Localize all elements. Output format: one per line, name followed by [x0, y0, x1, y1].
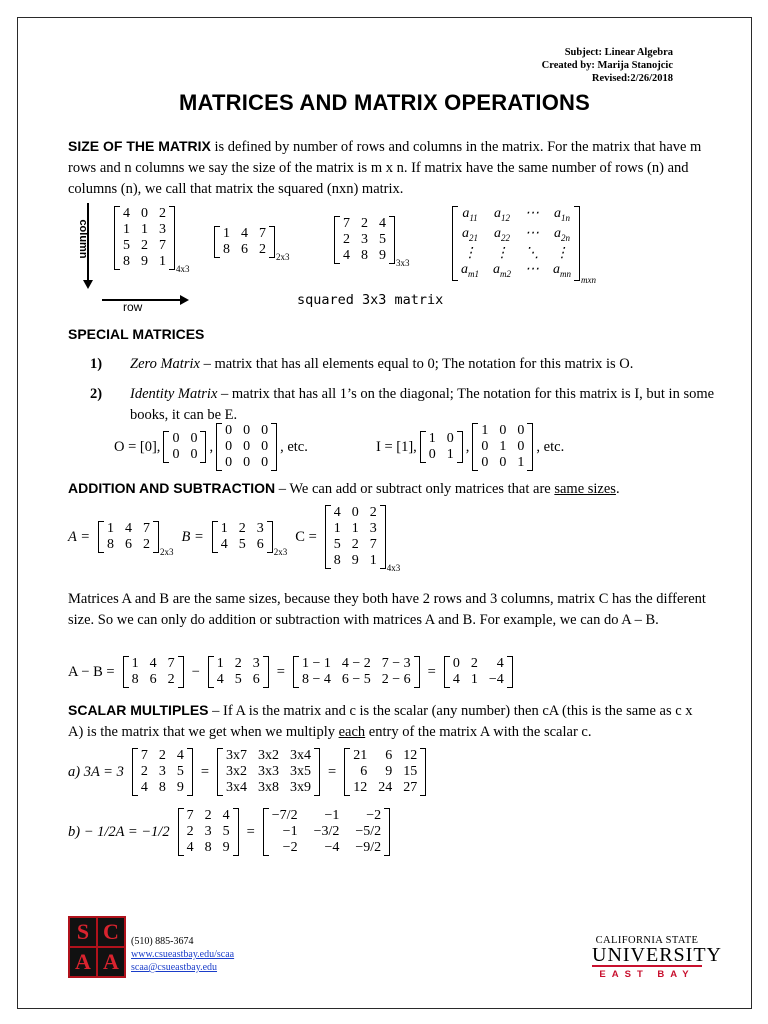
matrix-cell: 6 [256, 537, 264, 552]
matrix-cell: 0 [172, 447, 180, 462]
matrix-cell: 4 [333, 505, 341, 520]
matrix-cell: 1 [220, 521, 228, 536]
matrix-cell: 3 [204, 824, 212, 839]
matrix-cell: 3x3 [258, 764, 280, 779]
contact-info [131, 935, 234, 974]
matrix-cell: 3 [369, 521, 377, 536]
matrix-cell: 0 [225, 455, 233, 470]
matrix-cell: 2 [369, 505, 377, 520]
matrix-cell: 0 [481, 439, 489, 454]
matrix-cell: 8 [361, 248, 368, 263]
matrix-cell: 5 [234, 672, 242, 687]
matrix-cell: 6 [360, 764, 368, 779]
matrix-cell: 0 [261, 423, 269, 438]
squared-caption: squared 3x3 matrix [297, 292, 444, 308]
abc-definitions: A = 1 4 7 8 6 2 2x3 B = 1 2 3 4 5 6 2x3 C = 4 0 2 1 1 3 5 2 7 8 9 1 4x3 [68, 505, 401, 573]
scaa-logo: S C A A [68, 916, 126, 978]
matrix-cell: 4 [241, 226, 248, 241]
matrix-cell: 4 [123, 206, 130, 221]
matrix-cell: −2 [366, 808, 382, 823]
matrix-cell: 3x2 [226, 764, 248, 779]
matrix-cell: 0 [190, 431, 198, 446]
matrix-cell: 1 [351, 521, 359, 536]
matrix-cell: 6 [125, 537, 133, 552]
matrix-cell: 7 [259, 226, 266, 241]
matrix-cell: −1 [324, 808, 340, 823]
matrix-cell: 8 [107, 537, 115, 552]
matrix-cell: 1 − 1 [301, 656, 331, 671]
matrix-cell: 2 [259, 242, 266, 257]
matrix-cell: 0 [261, 439, 269, 454]
matrix-cell: −1 [282, 824, 298, 839]
matrix-cell: 2 [158, 748, 166, 763]
matrix-cell: 0 [499, 455, 507, 470]
matrix-cell: 5 [238, 537, 246, 552]
matrix-cell: 0 [225, 423, 233, 438]
matrix-cell: 4 [220, 537, 228, 552]
matrix-cell: 5 [333, 537, 341, 552]
matrix-cell: 7 [186, 808, 194, 823]
matrix-cell: 4 [496, 656, 504, 671]
matrix-cell: 1 [499, 439, 507, 454]
matrix-cell: 4 [186, 840, 194, 855]
matrix-cell: 12 [353, 780, 368, 795]
matrix-cell: ⋯ [525, 225, 539, 241]
contact-website-link[interactable]: www.csueastbay.edu/scaa [131, 949, 235, 960]
matrix-cell: −9/2 [355, 840, 382, 855]
matrix-cell: $a_{1n}$ [554, 206, 570, 223]
matrix-cell: 5 [123, 238, 130, 253]
csu-east-bay-logo: CALIFORNIA STATE UNIVERSITY EAST BAY [592, 935, 722, 980]
matrix-cell: $a_{22}$ [494, 225, 510, 243]
matrix-cell: 4 [222, 808, 230, 823]
matrix-cell: 1 [481, 423, 489, 438]
matrix-cell: 7 [343, 216, 350, 231]
matrix-cell: 7 [143, 521, 151, 536]
matrix-cell: 0 [225, 439, 233, 454]
matrix-cell: 0 [351, 505, 359, 520]
matrix-cell: 0 [452, 656, 460, 671]
matrix-cell: 4 − 2 [341, 656, 371, 671]
matrix-cell: 9 [351, 553, 359, 568]
meta-created: Created by: Marija Stanojcic [541, 60, 673, 71]
matrix-cell: 21 [353, 748, 368, 763]
matrix-cell: 0 [172, 431, 180, 446]
matrix-cell: 1 [470, 672, 478, 687]
matrix-cell: 2 [186, 824, 194, 839]
matrix-cell: 4 [125, 521, 133, 536]
matrix-cell: ⋮ [495, 245, 509, 261]
matrix-cell: ⋮ [555, 245, 569, 261]
matrix-cell: 6 − 5 [341, 672, 371, 687]
matrix-4x3: 4 0 2 1 1 3 5 2 7 8 9 1 4x3 [114, 206, 190, 270]
matrix-cell: 2 [351, 537, 359, 552]
size-paragraph [68, 136, 708, 200]
matrix-cell: 2 [204, 808, 212, 823]
matrix-cell: 2 [234, 656, 242, 671]
matrix-cell: 0 [517, 423, 525, 438]
zero-matrix-name: Zero Matrix [130, 356, 200, 372]
matrix-cell: −3/2 [313, 824, 340, 839]
matrix-cell: 4 [149, 656, 157, 671]
matrix-cell: 9 [141, 254, 148, 269]
matrix-cell: $a_{21}$ [462, 225, 478, 243]
matrix-cell: 0 [243, 455, 251, 470]
column-label: column [77, 219, 89, 259]
matrix-cell: $a_{m1}$ [461, 261, 479, 279]
matrix-cell: ⋯ [525, 261, 539, 277]
matrix-cell: −2 [282, 840, 298, 855]
matrix-cell: 4 [343, 248, 350, 263]
matrix-cell: 0 [428, 447, 436, 462]
matrix-b: 1 2 3 4 5 6 2x3 [212, 521, 288, 553]
column-indicator [75, 203, 105, 293]
scalar-example-b: b) − 1/2A = −1/2 7 2 4 2 3 5 4 8 9 = −7/2 −1 −2 −1 −3/2 −5/2 −2 −4 −9/2 [68, 808, 390, 856]
matrix-cell: 8 [223, 242, 230, 257]
matrix-cell: 3 [361, 232, 368, 247]
matrix-cell: 1 [517, 455, 525, 470]
matrix-cell: 24 [378, 780, 393, 795]
special-item-1: 1) Zero Matrix – matrix that has all elements equal to 0; The notation for this matrix is O. [90, 356, 634, 372]
matrix-cell: 0 [517, 439, 525, 454]
matrix-cell: 7 [369, 537, 377, 552]
row-label: row [123, 300, 143, 314]
matrix-3x3: 7 2 4 2 3 5 4 8 9 3x3 [334, 216, 410, 264]
matrix-cell: 1 [159, 254, 166, 269]
scalar-heading: SCALAR MULTIPLES [68, 702, 209, 718]
matrix-cell: 6 [241, 242, 248, 257]
identity-matrix-examples: I = [1], 1 0 0 1 , 1 0 0 0 1 0 0 0 1 , etc. [376, 423, 565, 470]
matrix-cell: 4 [452, 672, 460, 687]
matrix-cell: 0 [446, 431, 454, 446]
matrix-cell: 3x5 [290, 764, 312, 779]
matrix-cell: 27 [403, 780, 418, 795]
matrix-cell: 2 [238, 521, 246, 536]
matrix-cell: 3 [159, 222, 166, 237]
meta-subject: Subject: Linear Algebra [564, 47, 673, 58]
matrix-4x3-grid [120, 206, 169, 270]
matrix-cell: 0 [481, 455, 489, 470]
matrix-cell: 3 [158, 764, 166, 779]
matrix-cell: $a_{11}$ [462, 206, 478, 223]
matrix-cell: $a_{mn}$ [553, 261, 571, 279]
matrix-cell: 7 [140, 748, 148, 763]
matrix-cell: 1 [123, 222, 130, 237]
contact-phone: (510) 885-3674 [131, 936, 194, 947]
matrix-c: 4 0 2 1 1 3 5 2 7 8 9 1 4x3 [325, 505, 401, 569]
matrix-cell: 0 [243, 423, 251, 438]
matrix-cell: 3 [252, 656, 260, 671]
matrix-cell: 7 − 3 [381, 656, 411, 671]
matrix-cell: 1 [223, 226, 230, 241]
matrix-cell: 4 [140, 780, 148, 795]
matrix-cell: 9 [222, 840, 230, 855]
matrix-cell: 6 [149, 672, 157, 687]
addition-paragraph: ADDITION AND SUBTRACTION – We can add or subtract only matrices that are same sizes. [68, 480, 620, 497]
subtraction-example: A − B = 1 4 7 8 6 2 − 1 2 3 4 5 6 = 1 − 1 4 − 2 7 − 3 8 − 4 6 − 5 2 − 6 = 0 2 4 4 1 −4 [68, 656, 513, 688]
matrix-cell: 6 [385, 748, 393, 763]
matrix-cell: 9 [379, 248, 386, 263]
matrix-cell: 1 [428, 431, 436, 446]
contact-email-link[interactable]: scaa@csueastbay.edu [131, 962, 218, 973]
matrix-cell: 1 [131, 656, 139, 671]
matrix-cell: 0 [261, 455, 269, 470]
matrix-cell: 9 [176, 780, 184, 795]
row-indicator [102, 295, 192, 305]
document-meta [542, 46, 673, 85]
matrix-cell: 0 [243, 439, 251, 454]
matrix-cell: 1 [141, 222, 148, 237]
matrix-cell: 2 − 6 [381, 672, 411, 687]
matrix-cell: 0 [499, 423, 507, 438]
matrix-cell: 1 [216, 656, 224, 671]
matrix-cell: 3 [256, 521, 264, 536]
matrix-cell: 4 [176, 748, 184, 763]
matrix-cell: 3x2 [258, 748, 280, 763]
size-heading: SIZE OF THE MATRIX [68, 138, 211, 154]
page-title: MATRICES AND MATRIX OPERATIONS [179, 90, 590, 115]
special-heading: SPECIAL MATRICES [68, 326, 205, 342]
matrix-cell: 5 [379, 232, 386, 247]
matrix-cell: 2 [343, 232, 350, 247]
scalar-paragraph: SCALAR MULTIPLES – If A is the matrix and c is the scalar (any number) then cA (this is the same as c x A) is the matrix that we get when we multiply each entry of the matrix A with the scalar c. [68, 702, 693, 740]
matrix-cell: −4 [324, 840, 340, 855]
matrix-cell: 6 [252, 672, 260, 687]
matrix-cell: 8 [131, 672, 139, 687]
matrix-cell: −7/2 [271, 808, 298, 823]
matrix-cell: −4 [488, 672, 504, 687]
matrix-cell: 2 [167, 672, 175, 687]
matrix-cell: 1 [369, 553, 377, 568]
same-size-paragraph: Matrices A and B are the same sizes, because they both have 2 rows and 3 columns, matrix C has the different size. So we can only do addition or subtraction with matrices A and B. For example, we can do A – B. [68, 591, 706, 628]
matrix-cell: 4 [379, 216, 386, 231]
matrix-cell: 5 [176, 764, 184, 779]
matrix-cell: 8 [158, 780, 166, 795]
matrix-cell: 1 [107, 521, 115, 536]
matrix-cell: 8 [123, 254, 130, 269]
matrix-cell: 1 [446, 447, 454, 462]
column-arrow-head-icon [83, 280, 93, 289]
matrix-cell: 3x9 [290, 780, 312, 795]
matrix-cell: 2 [159, 206, 166, 221]
matrix-cell: 15 [403, 764, 418, 779]
matrix-cell: ⋯ [525, 206, 539, 221]
matrix-cell: $a_{2n}$ [554, 225, 570, 243]
matrix-cell: ⋱ [525, 245, 539, 261]
matrix-cell: 2 [141, 238, 148, 253]
matrix-2x3: 1 4 7 8 6 2 2x3 [214, 226, 290, 258]
matrix-a: 1 4 7 8 6 2 2x3 [98, 521, 174, 553]
matrix-cell: 3x7 [226, 748, 248, 763]
size-text: is defined by number of rows and columns in the matrix. For the matrix that have m rows and n columns we say the size of the matrix is m x n. If matrix have the same number of rows (n) and columns (n), we call that matrix the squared (nxn) matrix. [68, 139, 702, 197]
matrix-cell: 8 [333, 553, 341, 568]
matrix-cell: 4 [216, 672, 224, 687]
matrix-cell: 12 [403, 748, 418, 763]
matrix-cell: ⋮ [463, 245, 477, 261]
identity-matrix-name: Identity Matrix [130, 386, 218, 402]
matrix-cell: 7 [159, 238, 166, 253]
matrix-cell: 3x8 [258, 780, 280, 795]
matrix-cell: −5/2 [355, 824, 382, 839]
matrix-cell: 2 [361, 216, 368, 231]
meta-revised: Revised:2/26/2018 [591, 73, 673, 84]
matrix-mxn: $a_{11}$ $a_{12}$ ⋯ $a_{1n}$ $a_{21}$ $a_{22}$ ⋯ $a_{2n}$ ⋮ ⋮ ⋱ ⋮ $a_{m1}$ $a_{m2}$ ⋯ $a_{mn}$ mxn [452, 206, 596, 281]
matrix-cell: 9 [385, 764, 393, 779]
matrix-cell: $a_{12}$ [494, 206, 510, 223]
row-arrow-head-icon [180, 295, 189, 305]
special-item-2: 2) Identity Matrix – matrix that has all 1’s on the diagonal; The notation for this matrix is I, but in some books, it can be E. [90, 386, 715, 423]
matrix-cell: 1 [333, 521, 341, 536]
matrix-cell: 7 [167, 656, 175, 671]
matrix-cell: 8 [204, 840, 212, 855]
matrix-cell: 3x4 [290, 748, 312, 763]
addition-heading: ADDITION AND SUBTRACTION [68, 480, 276, 496]
document-page [17, 17, 752, 1009]
matrix-cell: 3x4 [226, 780, 248, 795]
matrix-cell: 0 [190, 447, 198, 462]
scalar-example-a: a) 3A = 3 7 2 4 2 3 5 4 8 9 = 3x7 3x2 3x4 3x2 3x3 3x5 3x4 3x8 3x9 = 21 6 12 6 9 15 12 24 27 [68, 748, 426, 796]
matrix-cell: 5 [222, 824, 230, 839]
zero-matrix-examples: O = [0], 0 0 0 0 , 0 0 0 0 0 0 0 0 0 , etc. [114, 423, 308, 470]
matrix-cell: $a_{m2}$ [493, 261, 511, 279]
matrix-cell: 8 − 4 [301, 672, 331, 687]
matrix-cell: 2 [140, 764, 148, 779]
matrix-cell: 0 [141, 206, 148, 221]
matrix-cell: 2 [470, 656, 478, 671]
matrix-cell: 2 [143, 537, 151, 552]
